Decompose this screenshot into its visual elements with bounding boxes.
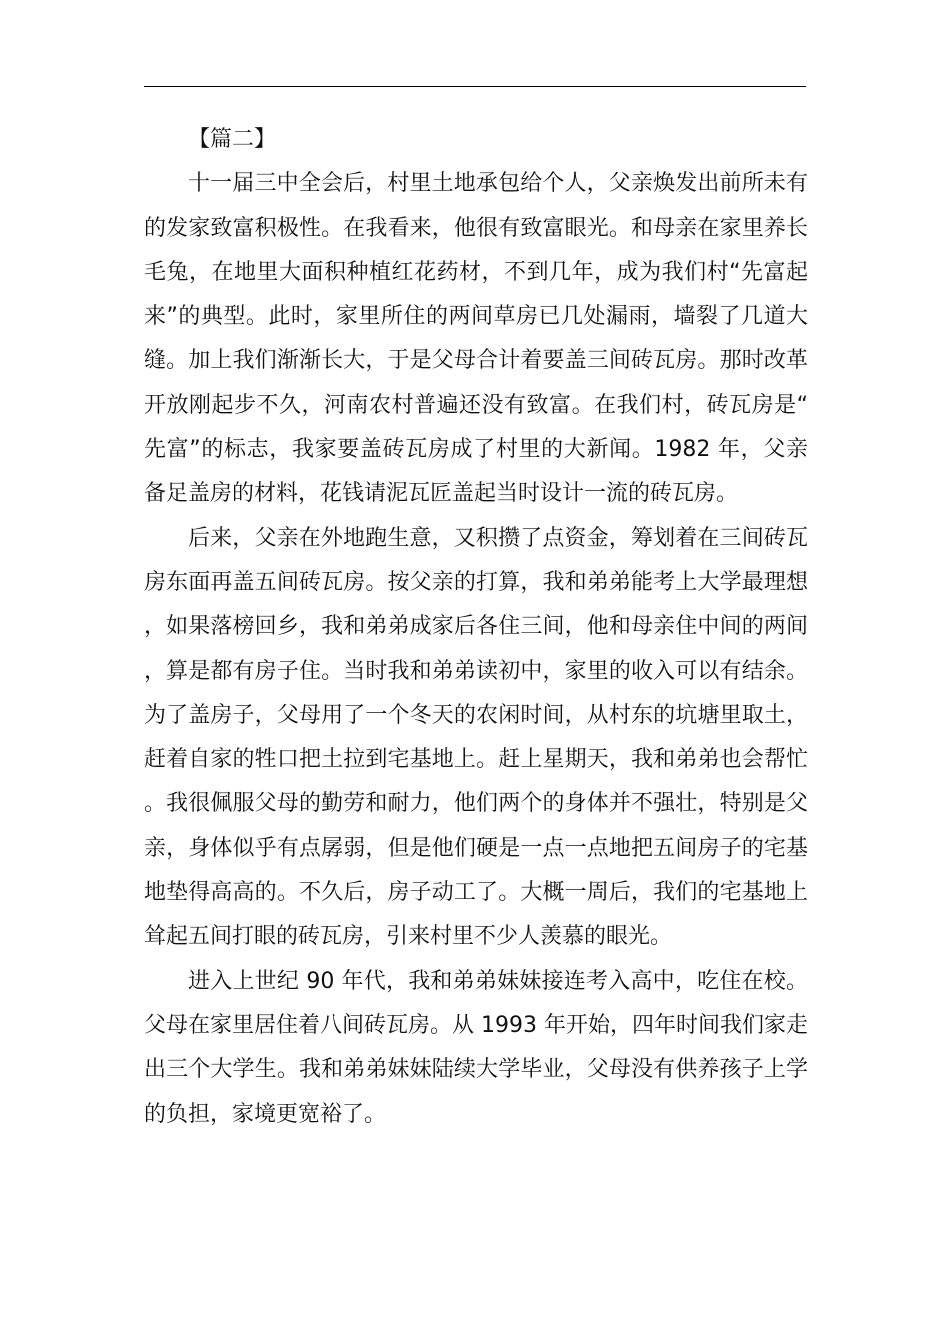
paragraph-2: 后来，父亲在外地跑生意，又积攒了点资金，筹划着在三间砖瓦房东面再盖五间砖瓦房。按父亲的打算，我和弟弟能考上大学最理想，如果落榜回乡，我和弟弟成家后各住三间，他和母亲住中间的两间，算是都有房子住。当时我和弟弟读初中，家里的收入可以有结余。为了盖房子，父母用了一个冬天的农闲时间，从村东的坑塘里取土，赶着自家的牲口把土拉到宅基地上。赶上星期天，我和弟弟也会帮忙。我很佩服父母的勤劳和耐力，他们两个的身体并不强壮，特别是父亲，身体似乎有点孱弱，但是他们硬是一点一点地把五间房子的宅基地垫得高高的。不久后，房子动工了。大概一周后，我们的宅基地上耸起五间打眼的砖瓦房，引来村里不少人羡慕的眼光。	[144, 525, 808, 950]
paragraph-3: 进入上世纪 90 年代，我和弟弟妹妹接连考入高中，吃住在校。父母在家里居住着八间砖瓦房。从 1993 年开始，四年时间我们家走出三个大学生。我和弟弟妹妹陆续大学毕业，父母没有供养孩子上学的负担，家境更宽裕了。	[144, 968, 808, 1127]
header-rule	[144, 86, 806, 87]
section-heading: 【篇二】	[188, 127, 277, 152]
paragraph-1: 十一届三中全会后，村里土地承包给个人，父亲焕发出前所未有的发家致富积极性。在我看来，他很有致富眼光。和母亲在家里养长毛兔，在地里大面积种植红花药材，不到几年，成为我们村“先富起来”的典型。此时，家里所住的两间草房已几处漏雨，墙裂了几道大缝。加上我们渐渐长大，于是父母合计着要盖三间砖瓦房。那时改革开放刚起步不久，河南农村普遍还没有致富。在我们村，砖瓦房是“先富”的标志，我家要盖砖瓦房成了村里的大新闻。1982 年，父亲备足盖房的材料，花钱请泥瓦匠盖起当时设计一流的砖瓦房。	[144, 171, 808, 507]
document-body	[144, 118, 808, 1137]
